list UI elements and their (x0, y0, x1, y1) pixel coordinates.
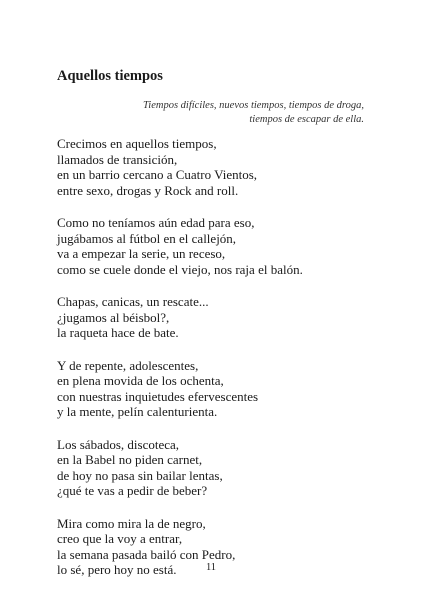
verse-line: ¿qué te vas a pedir de beber? (57, 483, 208, 498)
poem-title: Aquellos tiempos (57, 68, 163, 84)
verse-line: creo que la voy a entrar, (57, 531, 183, 546)
verse-line: de hoy no pasa sin bailar lentas, (57, 467, 223, 483)
verse-line: como se cuele donde el viejo, nos raja el balón. (57, 261, 303, 277)
page-number: 11 (205, 562, 217, 573)
verse-line: Crecimos en aquellos tiempos, (57, 136, 217, 151)
verse-line: lo sé, pero hoy no está. (57, 562, 177, 577)
verse-line: en plena movida de los ochenta, (57, 373, 224, 388)
stanza-4 (57, 358, 377, 420)
verse-line: Y de repente, adolescentes, (57, 357, 199, 373)
verse-line: entre sexo, drogas y Rock and roll. (57, 182, 239, 198)
verse-line: Como no teníamos aún edad para eso, (57, 215, 255, 230)
verse-line: llamados de transición, (57, 151, 178, 167)
verse-line: ¿jugamos al béisbol?, (57, 309, 170, 325)
verse-line: Chapas, canicas, un rescate... (57, 294, 209, 309)
stanza-3 (57, 294, 377, 341)
verse-line: y la mente, pelín calenturienta. (57, 404, 218, 419)
verse-line: Mira como mira la de negro, (57, 515, 206, 531)
verse-line: en la Babel no piden carnet, (57, 452, 203, 467)
poem-body (57, 136, 377, 595)
verse-line: en un barrio cercano a Cuatro Vientos, (57, 167, 258, 182)
verse-line: la raqueta hace de bate. (57, 325, 179, 340)
verse-line: jugábamos al fútbol en el callejón, (57, 230, 237, 246)
verse-line: va a empezar la serie, un receso, (57, 246, 226, 261)
stanza-1 (57, 136, 377, 198)
epigraph (143, 99, 364, 127)
epigraph-line: Tiempos difíciles, nuevos tiempos, tiempos de droga, (143, 100, 364, 111)
stanza-5 (57, 437, 377, 499)
verse-line: con nuestras inquietudes efervescentes (57, 388, 259, 404)
verse-line: la semana pasada bailó con Pedro, (57, 546, 236, 562)
stanza-2 (57, 215, 377, 277)
epigraph-line: tiempos de escapar de ella. (249, 114, 364, 125)
verse-line: Los sábados, discoteca, (57, 436, 180, 452)
